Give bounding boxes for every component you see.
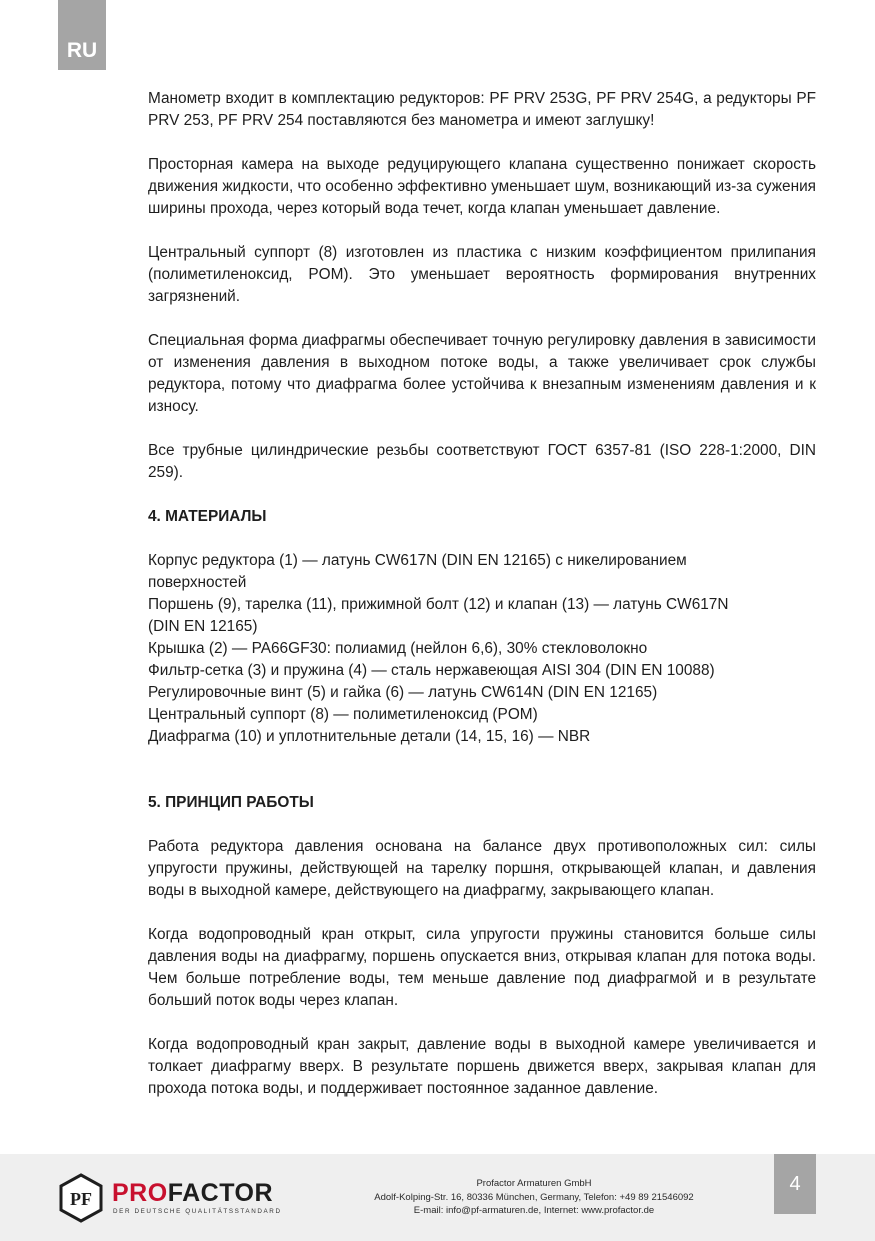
materials-line: Центральный суппорт (8) — полиметиленоксид (POM) — [148, 706, 538, 723]
page-number: 4 — [789, 1172, 801, 1195]
section-heading-principle: 5. ПРИНЦИП РАБОТЫ — [148, 794, 314, 811]
pf-hexagon-logo-icon — [58, 1173, 104, 1223]
materials-line: Крышка (2) — PA66GF30: полиамид (нейлон 6,6), 30% стекловолокно — [148, 640, 648, 657]
paragraph-tap-closed: Когда водопроводный кран закрыт, давление воды в выходной камере увеличивается и толкает диафрагму вверх. В результате поршень движется вверх, закрывая клапан для прохода потока воды, и поддерживает постоянное заданное давление. — [148, 1036, 816, 1097]
materials-line: Регулировочные винт (5) и гайка (6) — латунь CW614N (DIN EN 12165) — [148, 684, 658, 701]
company-name: Profactor Armaturen GmbH — [476, 1178, 592, 1189]
paragraph-diaphragm: Специальная форма диафрагмы обеспечивает точную регулировку давления в зависимости от изменения давления в выходном потоке воды, а также увеличивает срок службы редуктора, потому что диафрагма более устойчива к внезапным изменениям давления и к износу. — [148, 332, 816, 415]
page-number-tab — [774, 1154, 816, 1214]
paragraph-manometer: Манометр входит в комплектацию редукторов: PF PRV 253G, PF PRV 254G, а редукторы PF PRV 253, PF PRV 254 поставляются без манометра и имеют заглушку! — [148, 90, 816, 129]
materials-line: Поршень (9), тарелка (11), прижимной болт (12) и клапан (13) — латунь CW617N — [148, 596, 729, 613]
section-heading-materials: 4. МАТЕРИАЛЫ — [148, 508, 267, 525]
profactor-logo — [58, 1173, 288, 1223]
language-tab — [58, 0, 106, 70]
paragraph-balance: Работа редуктора давления основана на балансе двух противоположных сил: силы упругости пружины, действующей на тарелку поршня, открывающей клапан, и давления воды в выходной камере, действующего на диафрагму, закрывающего клапан. — [148, 838, 816, 899]
paragraph-tap-open: Когда водопроводный кран открыт, сила упругости пружины становится больше силы давления воды на диафрагму, поршень опускается вниз, открывая клапан для потока воды. Чем больше потребление воды, тем меньше давление под диафрагмой и в результате больший поток воды через клапан. — [148, 926, 816, 1009]
materials-line: Корпус редуктора (1) — латунь CW617N (DIN EN 12165) с никелированием — [148, 552, 687, 569]
materials-line: (DIN EN 12165) — [148, 618, 258, 635]
materials-list — [148, 550, 816, 748]
logo-tagline: DER DEUTSCHE QUALITÄTSSTANDARD — [113, 1208, 282, 1215]
materials-line: Диафрагма (10) и уплотнительные детали (14, 15, 16) — NBR — [148, 728, 591, 745]
svg-text:PF: PF — [70, 1189, 92, 1209]
paragraph-support: Центральный суппорт (8) изготовлен из пластика с низким коэффициентом прилипания (полиметиленоксид, POM). Это уменьшает вероятность формирования внутренних загрязнений. — [148, 244, 816, 305]
language-label: RU — [66, 39, 98, 62]
logo-wordmark — [112, 1179, 273, 1207]
paragraph-threads: Все трубные цилиндрические резьбы соответствуют ГОСТ 6357-81 (ISO 228-1:2000, DIN 259). — [148, 442, 816, 481]
logo-factor: FACTOR — [167, 1179, 274, 1207]
logo-pro: PRO — [112, 1179, 168, 1207]
materials-line: Фильтр-сетка (3) и пружина (4) — сталь нержавеющая AISI 304 (DIN EN 10088) — [148, 662, 715, 679]
company-street: Adolf-Kolping-Str. 16, 80336 München, Germany, Telefon: +49 89 21546092 — [374, 1191, 694, 1203]
materials-line: поверхностей — [148, 574, 247, 591]
company-contacts: E-mail: info@pf-armaturen.de, Internet: www.profactor.de — [413, 1205, 655, 1216]
page-footer — [0, 1154, 875, 1241]
paragraph-chamber: Просторная камера на выходе редуцирующего клапана существенно понижает скорость движения жидкости, что особенно эффективно уменьшает шум, возникающий из-за сужения ширины прохода, через который вода течет, когда клапан уменьшает давление. — [148, 156, 816, 217]
company-address — [344, 1177, 724, 1218]
document-body — [148, 88, 816, 1100]
